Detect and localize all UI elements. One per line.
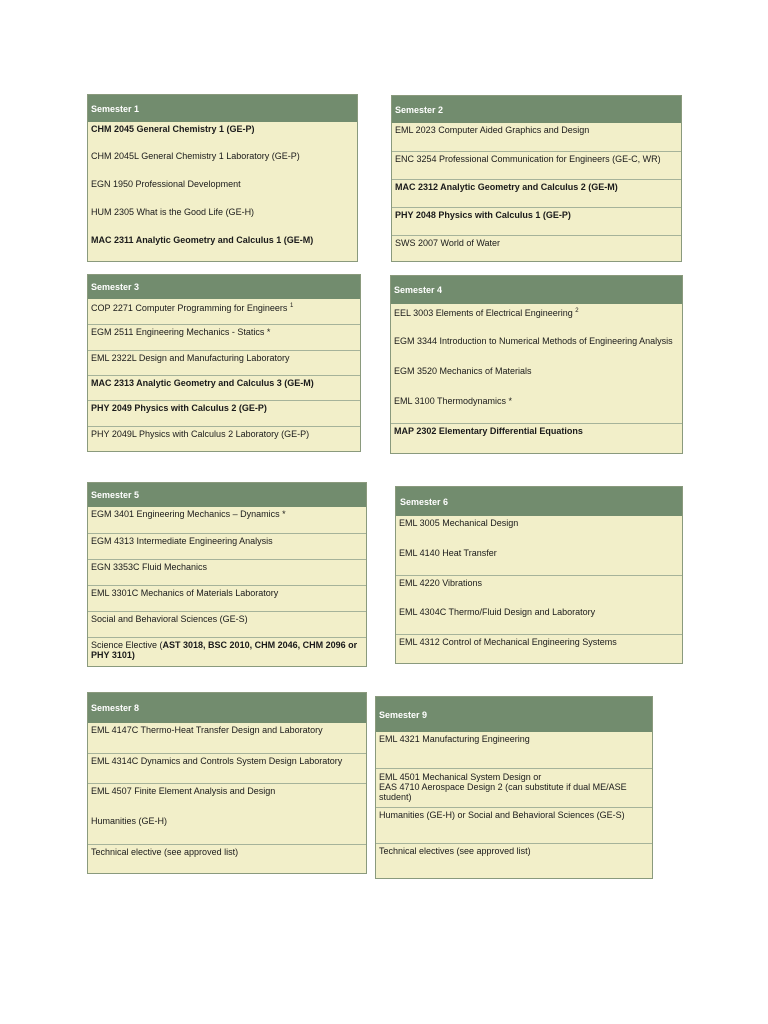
course-row: Technical electives (see approved list) [376, 843, 652, 878]
course-row [88, 637, 366, 666]
course-line: EAS 4710 Aerospace Design 2 (can substitute if dual ME/ASE student) [379, 782, 627, 802]
course-row: SWS 2007 World of Water [392, 235, 681, 262]
course-options: AST 3018, BSC 2010, CHM 2046, CHM 2096 or PHY 3101) [91, 640, 358, 660]
course-row: PHY 2048 Physics with Calculus 1 (GE-P) [392, 207, 681, 235]
course-row [88, 299, 360, 324]
semester-6-header: Semester 6 [396, 487, 682, 516]
course-row: Social and Behavioral Sciences (GE-S) [88, 611, 366, 637]
course-text: EEL 3003 Elements of Electrical Engineering [394, 308, 573, 318]
semester-4-header: Semester 4 [391, 276, 682, 304]
semester-3-header: Semester 3 [88, 275, 360, 299]
course-row: PHY 2049 Physics with Calculus 2 (GE-P) [88, 400, 360, 426]
course-row: Humanities (GE-H) or Social and Behavioral Sciences (GE-S) [376, 807, 652, 843]
course-row: EML 3005 Mechanical Design [399, 518, 519, 528]
semester-1-table [87, 94, 358, 262]
course-row: MAP 2302 Elementary Differential Equations [391, 423, 682, 453]
semester-5-table [87, 482, 367, 667]
semester-9-header: Semester 9 [376, 697, 652, 732]
course-row: Technical elective (see approved list) [88, 844, 366, 873]
footnote-marker: 1 [289, 303, 294, 309]
course-row [391, 304, 682, 334]
course-row: EML 4220 Vibrations [396, 575, 682, 605]
semester-1-header: Semester 1 [88, 95, 357, 122]
course-row: EGM 4313 Intermediate Engineering Analysis [88, 533, 366, 559]
course-row: EML 2322L Design and Manufacturing Laboratory [88, 350, 360, 375]
semester-6-table [395, 486, 683, 664]
semester-8-header: Semester 8 [88, 693, 366, 723]
course-row: MAC 2312 Analytic Geometry and Calculus 2 (GE-M) [392, 179, 681, 207]
footnote-marker: 2 [575, 308, 579, 314]
course-line: EML 4501 Mechanical System Design or [379, 772, 542, 782]
course-text: Science Elective ( [91, 640, 163, 650]
semester-4-table [390, 275, 683, 454]
course-row: EML 4140 Heat Transfer [399, 548, 497, 558]
course-row: EGM 3344 Introduction to Numerical Methods of Engineering Analysis [394, 336, 673, 346]
semester-9-table [375, 696, 653, 879]
semester-2-header: Semester 2 [392, 96, 681, 123]
course-row: EML 4304C Thermo/Fluid Design and Laboratory [399, 607, 596, 617]
course-row: CHM 2045L General Chemistry 1 Laboratory (GE-P) [91, 151, 300, 161]
semester-5-header: Semester 5 [88, 483, 366, 507]
semester-8-table [87, 692, 367, 874]
course-row: MAC 2311 Analytic Geometry and Calculus 1 (GE-M) [91, 235, 314, 245]
course-row: EML 4314C Dynamics and Controls System Design Laboratory [88, 753, 366, 783]
course-row: Humanities (GE-H) [91, 816, 168, 826]
course-row: EML 4312 Control of Mechanical Engineering Systems [396, 634, 682, 663]
course-row: EML 3301C Mechanics of Materials Laboratory [88, 585, 366, 611]
course-row [376, 768, 652, 807]
course-row: MAC 2313 Analytic Geometry and Calculus 3 (GE-M) [88, 375, 360, 400]
course-row: HUM 2305 What is the Good Life (GE-H) [91, 207, 255, 217]
course-row: EML 4147C Thermo-Heat Transfer Design and Laboratory [91, 725, 323, 735]
course-row: EGM 3520 Mechanics of Materials [394, 366, 532, 376]
course-row: ENC 3254 Professional Communication for Engineers (GE-C, WR) [392, 151, 681, 179]
course-text: COP 2271 Computer Programming for Engineers [91, 303, 288, 313]
semester-2-table [391, 95, 682, 262]
course-row: PHY 2049L Physics with Calculus 2 Laboratory (GE-P) [88, 426, 360, 451]
semester-3-table [87, 274, 361, 452]
course-row: EGM 3401 Engineering Mechanics – Dynamics * [91, 509, 286, 519]
course-row: EGN 1950 Professional Development [91, 179, 241, 189]
course-row: EML 2023 Computer Aided Graphics and Design [395, 125, 590, 135]
course-row: EGN 3353C Fluid Mechanics [88, 559, 366, 585]
course-row: EML 4321 Manufacturing Engineering [379, 734, 530, 744]
course-row: EML 3100 Thermodynamics * [394, 396, 513, 406]
course-row: EML 4507 Finite Element Analysis and Design [88, 783, 366, 814]
course-row: CHM 2045 General Chemistry 1 (GE-P) [91, 124, 255, 134]
course-row: EGM 2511 Engineering Mechanics - Statics * [88, 324, 360, 350]
